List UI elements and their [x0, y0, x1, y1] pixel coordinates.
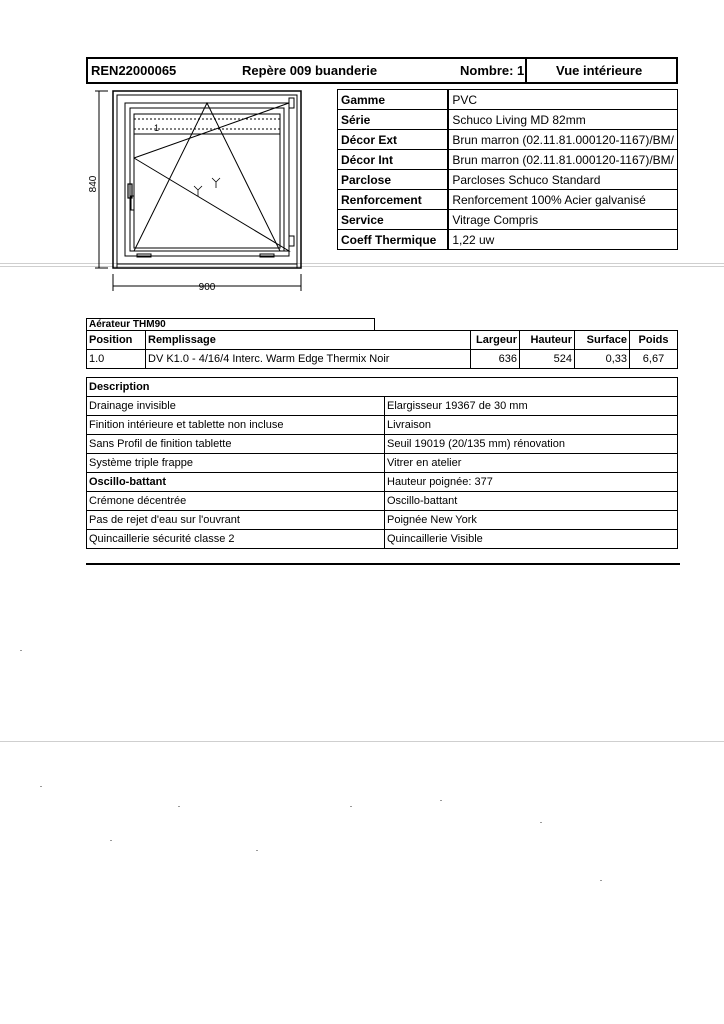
spec-key: Service: [338, 210, 449, 230]
spec-row: [338, 90, 678, 110]
col-position: Position: [87, 331, 146, 350]
description-row: [87, 435, 678, 454]
scan-line: [0, 741, 724, 742]
col-poids: Poids: [630, 331, 678, 350]
col-surface: Surface: [575, 331, 630, 350]
spec-row: [338, 110, 678, 130]
spec-key: Décor Int: [338, 150, 449, 170]
description-title: Description: [87, 378, 678, 397]
spec-value: PVC: [448, 90, 677, 110]
description-left: Crémone décentrée: [87, 492, 385, 511]
description-right: Poignée New York: [385, 511, 678, 530]
view-label: Vue intérieure: [556, 63, 643, 78]
spec-key: Coeff Thermique: [338, 230, 449, 250]
spec-key: Gamme: [338, 90, 449, 110]
spec-key: Renforcement: [338, 190, 449, 210]
description-left: Système triple frappe: [87, 454, 385, 473]
description-row: [87, 492, 678, 511]
spec-value: Schuco Living MD 82mm: [448, 110, 677, 130]
repere-label: Repère 009 buanderie: [242, 63, 378, 78]
description-left: Drainage invisible: [87, 397, 385, 416]
header-divider: [525, 59, 527, 82]
window-drawing: [90, 86, 320, 296]
col-hauteur: Hauteur: [520, 331, 575, 350]
bottom-rule: [86, 563, 680, 565]
description-left: Sans Profil de finition tablette: [87, 435, 385, 454]
spec-row: [338, 170, 678, 190]
description-right: Vitrer en atelier: [385, 454, 678, 473]
description-left: Oscillo-battant: [87, 473, 385, 492]
spec-value: Renforcement 100% Acier galvanisé: [448, 190, 677, 210]
spec-value: Parcloses Schuco Standard: [448, 170, 677, 190]
spec-row: [338, 210, 678, 230]
description-right: Seuil 19019 (20/135 mm) rénovation: [385, 435, 678, 454]
cell-remplissage: DV K1.0 - 4/16/4 Interc. Warm Edge Thermix Noir: [146, 350, 471, 369]
sash-number: 1: [154, 123, 160, 133]
quantity-label: Nombre: 1: [460, 63, 525, 78]
cell-largeur: 636: [471, 350, 520, 369]
spec-value: Brun marron (02.11.81.000120-1167)/BM/: [448, 130, 677, 150]
spec-value: 1,22 uw: [448, 230, 677, 250]
table-row: [87, 350, 678, 369]
description-title-row: [87, 378, 678, 397]
spec-key: Décor Ext: [338, 130, 449, 150]
table-header-row: [87, 331, 678, 350]
col-largeur: Largeur: [471, 331, 520, 350]
spec-key: Parclose: [338, 170, 449, 190]
description-row: [87, 454, 678, 473]
description-row: [87, 397, 678, 416]
spec-row: [338, 150, 678, 170]
glazing-table: [86, 330, 678, 369]
spec-key: Série: [338, 110, 449, 130]
spec-row: [338, 130, 678, 150]
description-right: Oscillo-battant: [385, 492, 678, 511]
spec-table: [337, 89, 678, 250]
description-table: [86, 377, 678, 549]
cell-poids: 6,67: [630, 350, 678, 369]
description-row: [87, 473, 678, 492]
cell-hauteur: 524: [520, 350, 575, 369]
reference-number: REN22000065: [91, 63, 177, 78]
description-right: Quincaillerie Visible: [385, 530, 678, 549]
description-left: Pas de rejet d'eau sur l'ouvrant: [87, 511, 385, 530]
col-remplissage: Remplissage: [146, 331, 471, 350]
description-left: Quincaillerie sécurité classe 2: [87, 530, 385, 549]
cell-surface: 0,33: [575, 350, 630, 369]
description-right: Hauteur poignée: 377: [385, 473, 678, 492]
spec-row: [338, 230, 678, 250]
description-right: Elargisseur 19367 de 30 mm: [385, 397, 678, 416]
description-row: [87, 416, 678, 435]
spec-value: Brun marron (02.11.81.000120-1167)/BM/: [448, 150, 677, 170]
cell-position: 1.0: [87, 350, 146, 369]
description-row: [87, 511, 678, 530]
aerateur-label: Aérateur THM90: [86, 318, 375, 330]
spec-row: [338, 190, 678, 210]
width-dimension: 900: [198, 282, 216, 293]
description-left: Finition intérieure et tablette non incluse: [87, 416, 385, 435]
document-header: [86, 57, 678, 84]
height-dimension: 840: [88, 175, 99, 193]
spec-value: Vitrage Compris: [448, 210, 677, 230]
description-row: [87, 530, 678, 549]
description-right: Livraison: [385, 416, 678, 435]
